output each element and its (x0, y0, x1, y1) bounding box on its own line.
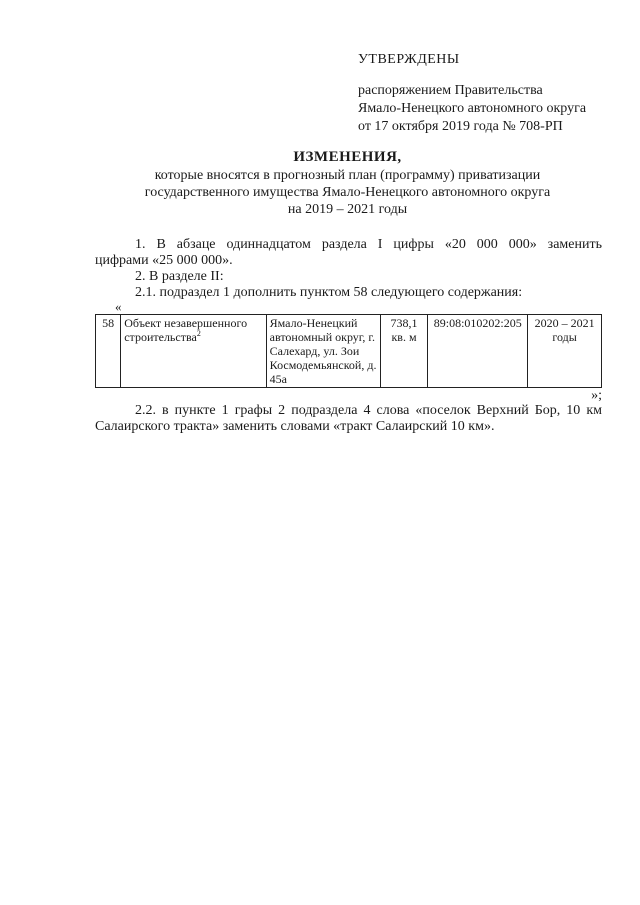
cell-address: Ямало-Ненецкий автономный округ, г. Салехард, ул. Зои Космодемьянской, д. 45а (266, 315, 380, 388)
cell-area: 738,1 кв. м (380, 315, 427, 388)
title-line-2: государственного имущества Ямало-Ненецкого автономного округа (144, 185, 551, 200)
approval-line-1: распоряжением Правительства (358, 83, 543, 98)
table-row (96, 315, 602, 388)
cell-name-text: Объект незавершенного строительства (124, 316, 248, 344)
footnote-mark: 2 (196, 329, 201, 338)
cell-cadastral: 89:08:010202:205 (428, 315, 528, 388)
item-2: 2. В разделе II: (135, 269, 224, 284)
document-title (95, 149, 600, 218)
item-2-2-line-2: Салаирского тракта» заменить словами «тракт Салаирский 10 км». (95, 419, 495, 434)
approval-line-2: Ямало-Ненецкого автономного округа (358, 101, 587, 116)
cell-term: 2020 – 2021 годы (528, 315, 602, 388)
title-heading: ИЗМЕНЕНИЯ, (293, 149, 402, 165)
item-2-2-line-1: 2.2. в пункте 1 графы 2 подраздела 4 слова «поселок Верхний Бор, 10 км (135, 403, 602, 418)
cell-number: 58 (96, 315, 121, 388)
document-body (95, 237, 602, 435)
item-1-line-1: 1. В абзаце одиннадцатом раздела I цифры «20 000 000» заменить (135, 237, 602, 252)
title-line-3: на 2019 – 2021 годы (287, 202, 408, 217)
item-2-1: 2.1. подраздел 1 дополнить пунктом 58 следующего содержания: (135, 285, 523, 300)
title-line-1: которые вносятся в прогнозный план (программу) приватизации (154, 168, 541, 183)
open-quote: « (115, 299, 122, 314)
approval-block (358, 51, 586, 136)
approval-stamp-text: УТВЕРЖДЕНЫ (358, 52, 460, 67)
close-quote: »; (591, 388, 602, 403)
property-table (95, 314, 602, 388)
approval-line-3: от 17 октября 2019 года № 708-РП (358, 119, 563, 134)
cell-name (121, 315, 266, 388)
item-1-line-2: цифрами «25 000 000». (95, 253, 233, 268)
